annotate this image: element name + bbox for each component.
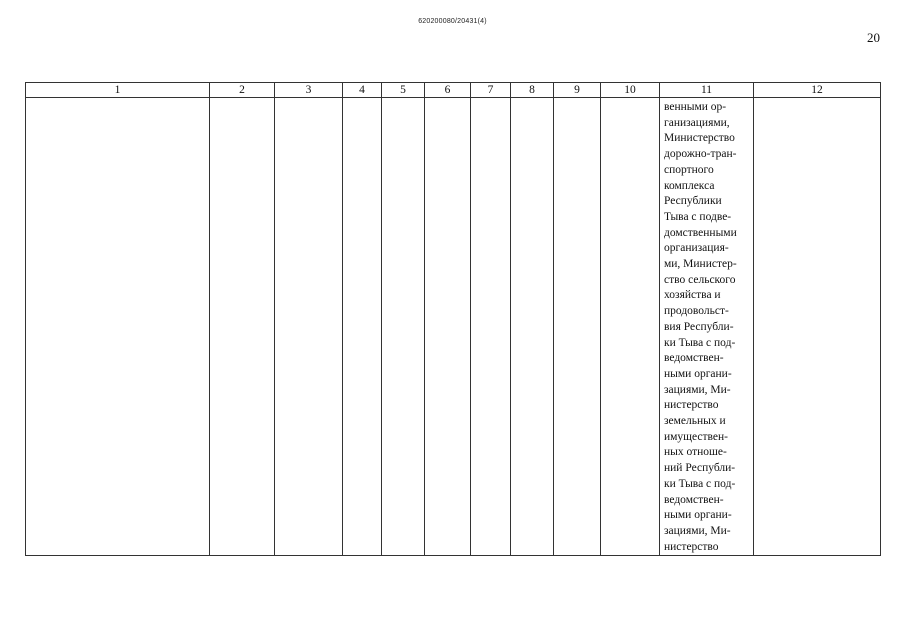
column-header-11: 11 [660,83,754,98]
data-table [25,82,881,556]
cell-col-12 [754,98,881,556]
cell-col-9 [554,98,601,556]
cell-col-11 [660,98,754,556]
column-header-6: 6 [425,83,471,98]
column-header-7: 7 [471,83,511,98]
column-header-8: 8 [511,83,554,98]
table-row [26,98,881,556]
text-line: зациями, Ми- [664,383,731,396]
text-line: ведомствен- [664,493,724,506]
text-line: ки Тыва с под- [664,336,736,349]
text-line: ными органи- [664,367,732,380]
text-line: ведомствен- [664,352,724,365]
cell-col-2 [210,98,275,556]
text-line: нистерство [664,399,719,412]
text-line: ных отноше- [664,446,727,459]
text-line: спортного [664,163,714,176]
text-line: ми, Министер- [664,258,737,271]
column-header-3: 3 [275,83,343,98]
column-header-4: 4 [343,83,382,98]
text-line: дорожно-тран- [664,148,737,161]
cell-col-7 [471,98,511,556]
cell-col-1 [26,98,210,556]
text-line: ство сельского [664,273,736,286]
text-line: нистерство [664,540,719,553]
cell-col-3 [275,98,343,556]
text-line: зациями, Ми- [664,524,731,537]
column-header-12: 12 [754,83,881,98]
text-line: Министерство [664,132,735,145]
text-line: домственными [664,226,737,239]
text-line: продовольст- [664,305,729,318]
cell-col-5 [382,98,425,556]
text-line: Республики [664,195,722,208]
column-header-10: 10 [601,83,660,98]
cell-col-8 [511,98,554,556]
column-11-text [660,98,753,555]
document-id: 620200080/20431(4) [418,18,487,25]
column-header-5: 5 [382,83,425,98]
header-row [26,83,881,98]
cell-col-10 [601,98,660,556]
page-number: 20 [867,30,880,45]
column-header-2: 2 [210,83,275,98]
text-line: земельных и [664,415,726,428]
column-header-1: 1 [26,83,210,98]
text-line: комплекса [664,179,715,192]
column-header-9: 9 [554,83,601,98]
text-line: ганизациями, [664,116,730,129]
cell-col-6 [425,98,471,556]
text-line: венными ор- [664,101,727,113]
text-line: ки Тыва с под- [664,477,736,490]
text-line: хозяйства и [664,289,721,302]
text-line: вия Республи- [664,320,734,333]
text-line: ний Республи- [664,462,736,475]
text-line: имуществен- [664,430,729,443]
text-line: ными органи- [664,509,732,522]
cell-col-4 [343,98,382,556]
text-line: Тыва с подве- [664,210,732,223]
text-line: организация- [664,242,729,255]
